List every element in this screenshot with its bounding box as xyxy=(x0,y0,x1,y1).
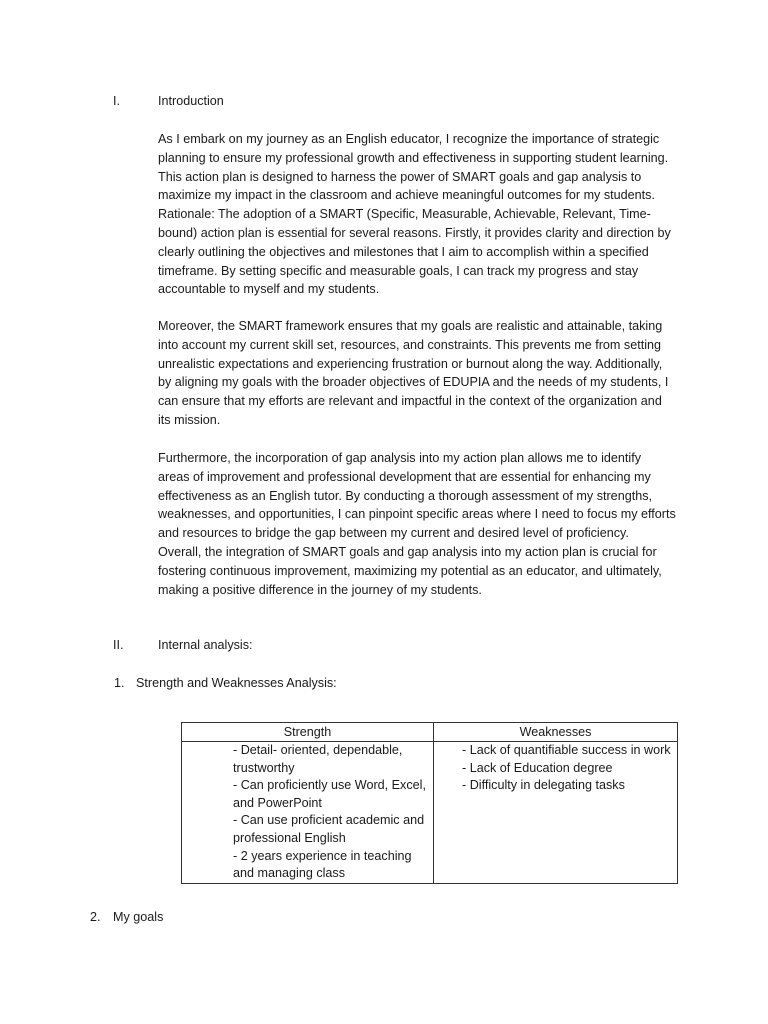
weakness-line: - Difficulty in delegating tasks xyxy=(462,778,625,793)
para-line: into account my current skill set, resources, and constraints. This prevents me from setting xyxy=(158,337,662,352)
item-1-title: Strength and Weaknesses Analysis: xyxy=(136,676,337,690)
strength-line: - Can use proficient academic and xyxy=(233,813,425,828)
strength-line: professional English xyxy=(233,830,346,845)
para-line: fostering continuous improvement, maximizing my potential as an educator, and ultimately, xyxy=(158,563,662,578)
para-line: Moreover, the SMART framework ensures that my goals are realistic and attainable, taking xyxy=(158,319,663,333)
table-header-row xyxy=(182,723,678,742)
strength-line: and managing class xyxy=(233,866,346,881)
para-line: by aligning my goals with the broader objectives of EDUPIA and the needs of my students, I xyxy=(158,375,669,390)
para-line: maximize my impact in the classroom and achieve meaningful outcomes for my students. xyxy=(158,188,655,203)
para-line: areas of improvement and professional development that are essential for enhancing my xyxy=(158,469,651,484)
strength-weakness-table xyxy=(181,722,678,884)
strength-header: Strength xyxy=(182,723,434,742)
para-line: its mission. xyxy=(158,412,221,427)
para-line: can ensure that my efforts are relevant and impactful in the context of the organization and xyxy=(158,394,662,409)
para-line: clearly outlining the objectives and milestones that I aim to accomplish within a specified xyxy=(158,244,649,259)
para-line: Furthermore, the incorporation of gap analysis into my action plan allows me to identify xyxy=(158,451,642,465)
para-line: planning to ensure my professional growth and effectiveness in supporting student learning. xyxy=(158,150,669,165)
para-line: unrealistic expectations and experiencing frustration or burnout along the way. Additionally, xyxy=(158,356,663,371)
strength-line: - 2 years experience in teaching xyxy=(233,848,412,863)
strength-line: - Can proficiently use Word, Excel, xyxy=(233,778,426,793)
weakness-header: Weaknesses xyxy=(434,723,678,742)
intro-paragraph-2 xyxy=(158,317,683,430)
section-1-title: Introduction xyxy=(158,94,224,108)
weakness-line: - Lack of Education degree xyxy=(462,760,613,775)
strength-line: trustworthy xyxy=(233,760,295,775)
para-line: Overall, the integration of SMART goals and gap analysis into my action plan is crucial for xyxy=(158,544,657,559)
para-line: making a positive difference in the journey of my students. xyxy=(158,582,482,597)
intro-paragraph-3 xyxy=(158,449,683,599)
strength-line: and PowerPoint xyxy=(233,795,322,810)
para-line: effectiveness as an English tutor. By conducting a thorough assessment of my strengths, xyxy=(158,488,652,503)
item-1-number: 1. xyxy=(114,676,125,690)
section-2-title: Internal analysis: xyxy=(158,638,253,652)
para-line: Rationale: The adoption of a SMART (Specific, Measurable, Achievable, Relevant, Time- xyxy=(158,207,651,222)
para-line: accountable to myself and my students. xyxy=(158,282,380,297)
strength-line: - Detail- oriented, dependable, xyxy=(233,743,403,757)
para-line: bound) action plan is essential for several reasons. Firstly, it provides clarity and direction by xyxy=(158,225,671,240)
item-2-number: 2. xyxy=(90,910,101,924)
para-line: timeframe. By setting specific and measurable goals, I can track my progress and stay xyxy=(158,263,639,278)
weakness-cell xyxy=(434,742,678,884)
section-1-numeral: I. xyxy=(113,94,120,108)
para-line: and resources to bridge the gap between my current and desired level of proficiency. xyxy=(158,526,629,541)
weakness-line: - Lack of quantifiable success in work xyxy=(462,743,671,757)
para-line: As I embark on my journey as an English educator, I recognize the importance of strategic xyxy=(158,132,660,146)
intro-paragraph-1 xyxy=(158,130,683,299)
item-2-title: My goals xyxy=(113,910,164,924)
para-line: This action plan is designed to harness the power of SMART goals and gap analysis to xyxy=(158,169,642,184)
strength-cell xyxy=(182,742,434,884)
table-row xyxy=(182,742,678,884)
section-2-numeral: II. xyxy=(113,638,124,652)
para-line: weaknesses, and opportunities, I can pinpoint specific areas where I need to focus my efforts xyxy=(158,507,676,522)
